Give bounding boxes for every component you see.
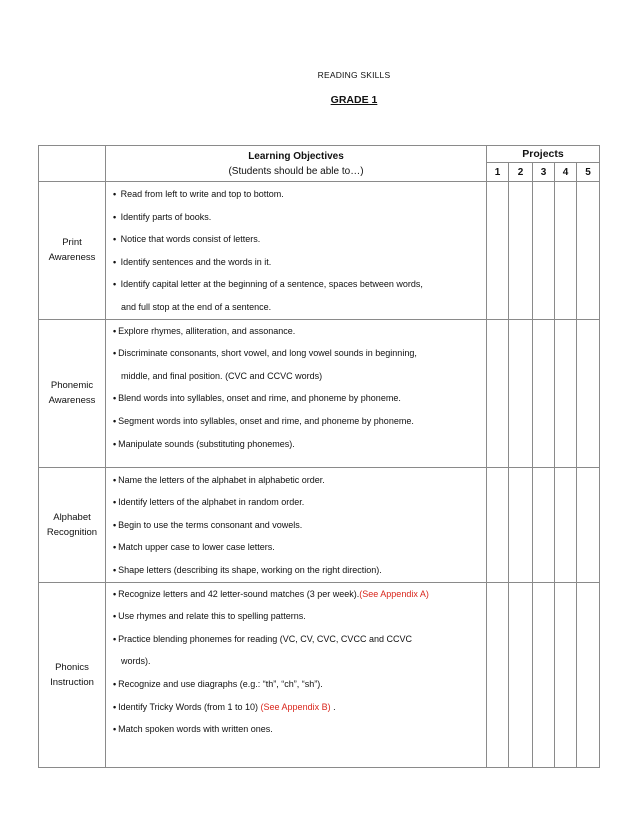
objective-item: • Read from left to write and top to bottom. — [113, 189, 284, 199]
project-checkbox-cell[interactable] — [533, 182, 555, 320]
project-number-4: 4 — [555, 163, 577, 182]
skill-row-alphabet-recognition — [39, 467, 600, 582]
area-line-2: Awareness — [48, 395, 96, 407]
reading-skills-table — [38, 145, 600, 768]
grade-heading: GRADE 1 — [330, 94, 378, 106]
project-checkbox-cell[interactable] — [487, 582, 509, 767]
project-number-3: 3 — [533, 163, 555, 182]
project-number-2: 2 — [509, 163, 533, 182]
project-checkbox-cell[interactable] — [509, 182, 533, 320]
skill-area-label — [39, 467, 106, 582]
project-checkbox-cell[interactable] — [577, 319, 600, 467]
objective-item: • Notice that words consist of letters. — [113, 234, 261, 245]
objective-item: • Recognize and use diagraphs (e.g.: “th”, “ch”, “sh”). — [113, 678, 323, 689]
skill-area-label — [39, 319, 106, 467]
project-checkbox-cell[interactable] — [487, 182, 509, 320]
objective-item: • Segment words into syllables, onset and rime, and phoneme by phoneme. — [113, 415, 414, 426]
objective-item: • Identify letters of the alphabet in random order. — [113, 497, 305, 508]
objective-item: • Match spoken words with written ones. — [113, 724, 273, 735]
objectives-heading: Learning Objectives — [248, 151, 344, 162]
area-line-2: Instruction — [50, 676, 94, 688]
project-number-1: 1 — [487, 163, 509, 182]
skill-row-print-awareness — [39, 182, 600, 320]
project-checkbox-cell[interactable] — [487, 467, 509, 582]
project-checkbox-cell[interactable] — [533, 467, 555, 582]
objective-continuation: middle, and final position. (CVC and CCVC words) — [121, 370, 323, 381]
objective-item: • Name the letters of the alphabet in alphabetic order. — [113, 474, 325, 485]
objective-item: • Begin to use the terms consonant and vowels. — [113, 519, 303, 530]
project-checkbox-cell[interactable] — [577, 467, 600, 582]
objective-item: • Practice blending phonemes for reading (VC, CV, CVC, CVCC and CCVC — [113, 633, 412, 644]
skill-row-phonics-instruction — [39, 582, 600, 767]
project-checkbox-cell[interactable] — [577, 182, 600, 320]
header-blank-cell — [39, 146, 106, 182]
project-checkbox-cell[interactable] — [533, 319, 555, 467]
objective-item: • Identify parts of books. — [113, 211, 212, 222]
appendix-b-link[interactable]: (See Appendix B) — [260, 701, 331, 712]
objective-item: • Use rhymes and relate this to spelling patterns. — [113, 611, 306, 622]
project-checkbox-cell[interactable] — [555, 319, 577, 467]
objectives-subheading: (Students should be able to…) — [228, 166, 364, 177]
document-title: READING SKILLS — [317, 70, 391, 80]
objectives-cell — [106, 582, 487, 767]
objective-item: • Match upper case to lower case letters. — [113, 542, 275, 553]
objectives-cell — [106, 319, 487, 467]
objectives-header — [106, 146, 487, 182]
project-checkbox-cell[interactable] — [555, 582, 577, 767]
objective-item: • Identify sentences and the words in it. — [113, 256, 272, 267]
objective-item: • Manipulate sounds (substituting phonemes). — [113, 438, 295, 449]
area-line-2: Awareness — [48, 252, 96, 264]
objective-item: • Blend words into syllables, onset and rime, and phoneme by phoneme. — [113, 393, 401, 404]
project-checkbox-cell[interactable] — [487, 319, 509, 467]
area-line-2: Recognition — [46, 526, 98, 538]
area-line-1: Print — [62, 237, 82, 249]
project-number-5: 5 — [577, 163, 600, 182]
area-line-1: Phonics — [55, 661, 89, 673]
project-checkbox-cell[interactable] — [509, 467, 533, 582]
project-checkbox-cell[interactable] — [509, 582, 533, 767]
objective-continuation: and full stop at the end of a sentence. — [121, 301, 272, 312]
projects-heading: Projects — [487, 146, 600, 163]
area-line-1: Phonemic — [50, 380, 94, 392]
appendix-a-link[interactable]: (See Appendix A) — [359, 588, 429, 599]
objectives-cell — [106, 467, 487, 582]
objective-item: • Identify capital letter at the beginning of a sentence, spaces between words, — [113, 279, 423, 290]
project-checkbox-cell[interactable] — [555, 182, 577, 320]
objective-item: • Recognize letters and 42 letter-sound matches (3 per week).(See Appendix A) — [113, 588, 429, 599]
objective-item: • Shape letters (describing its shape, working on the right direction). — [113, 564, 382, 575]
skill-row-phonemic-awareness — [39, 319, 600, 467]
skill-area-label — [39, 582, 106, 767]
project-checkbox-cell[interactable] — [509, 319, 533, 467]
objective-item: • Identify Tricky Words (from 1 to 10) (See Appendix B) . — [113, 701, 336, 712]
objective-item: • Explore rhymes, alliteration, and assonance. — [113, 325, 296, 336]
project-checkbox-cell[interactable] — [533, 582, 555, 767]
objectives-cell — [106, 182, 487, 320]
project-checkbox-cell[interactable] — [577, 582, 600, 767]
project-checkbox-cell[interactable] — [555, 467, 577, 582]
objective-item: • Discriminate consonants, short vowel, and long vowel sounds in beginning, — [113, 348, 417, 359]
area-line-1: Alphabet — [53, 511, 91, 523]
skill-area-label — [39, 182, 106, 320]
objective-continuation: words). — [121, 656, 151, 667]
